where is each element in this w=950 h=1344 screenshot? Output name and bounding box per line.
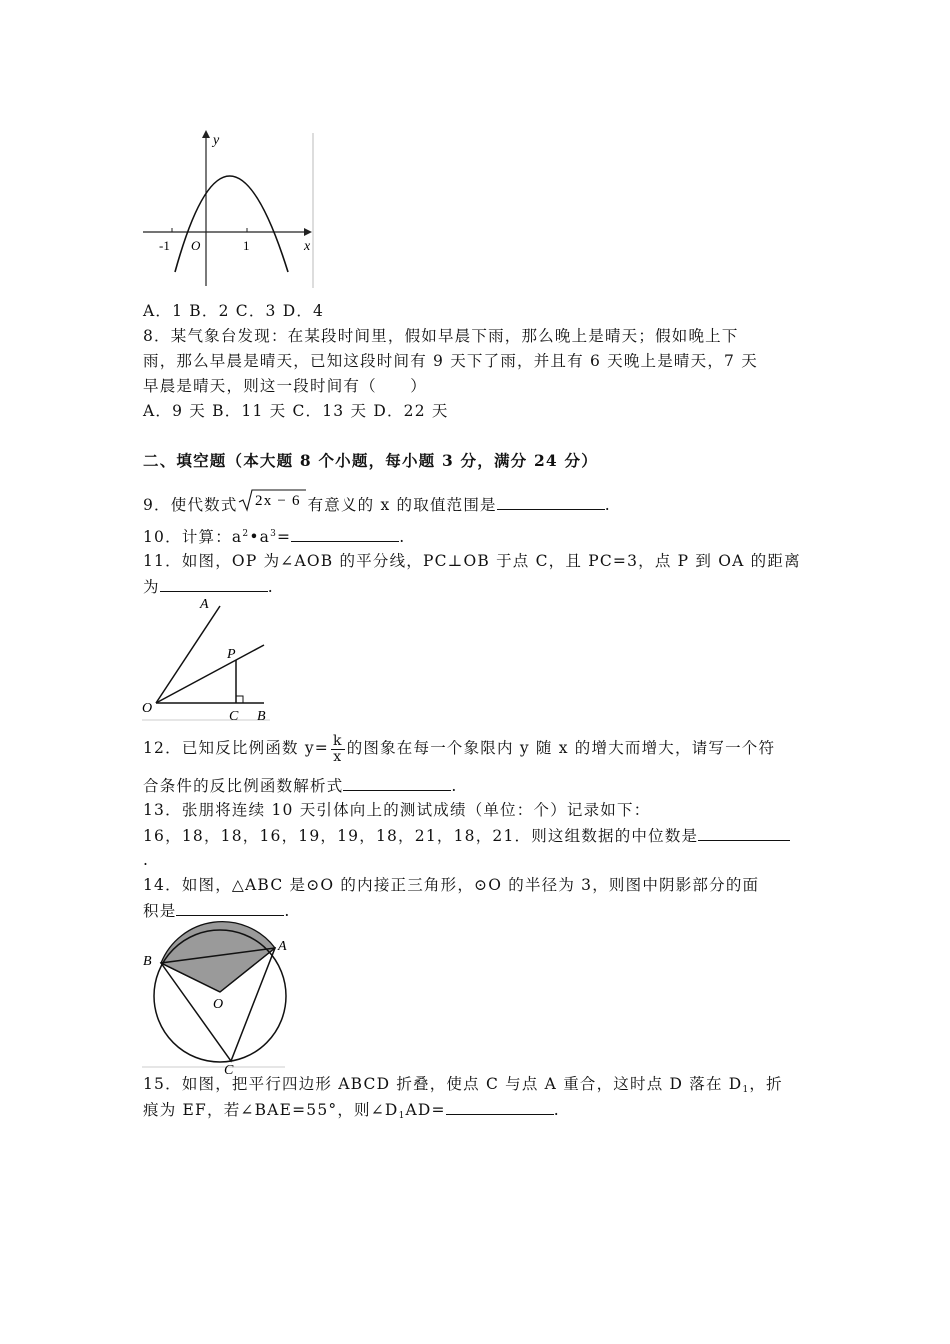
section2-title: 二、填空题（本大题 8 个小题，每小题 3 分，满分 24 分）: [143, 451, 598, 470]
q11-end: .: [267, 578, 274, 596]
q8-line2: 雨，那么早晨是晴天，已知这段时间有 9 天下了雨，并且有 6 天晚上是晴天，7 天: [143, 352, 758, 370]
label-o: O: [142, 701, 153, 716]
x-axis-label: x: [304, 239, 311, 254]
q9: [143, 488, 611, 515]
q9-prefix: 9．使代数式: [143, 496, 238, 514]
q13-line2: [143, 825, 790, 846]
q12-prefix: 12．已知反比例函数 y=: [143, 739, 329, 757]
q10-exp2: 3: [270, 529, 278, 539]
ray-op: [156, 645, 264, 703]
q12-frac-num: k: [333, 732, 343, 749]
label-b: B: [257, 709, 266, 724]
q14-end: .: [284, 902, 291, 920]
label-a: A: [278, 939, 287, 954]
q15-line1: [143, 1074, 783, 1094]
q11-line2-prefix: 为: [143, 578, 160, 596]
q10-mid: •a: [249, 528, 271, 546]
label-b: B: [143, 954, 152, 969]
q10-end: .: [399, 528, 406, 546]
angle-bisector-figure: [140, 592, 275, 724]
label-a: A: [200, 597, 209, 612]
q11-line1: 11．如图，OP 为∠AOB 的平分线，PC⊥OB 于点 C，且 PC=3，点 P 到 OA 的距离: [143, 552, 801, 570]
q15-line2-mid: AD=: [405, 1101, 446, 1119]
q11-answer-blank[interactable]: [160, 576, 268, 592]
x-axis-arrow: [304, 228, 312, 236]
label-p: P: [227, 647, 236, 662]
sqrt-expression: [238, 488, 308, 512]
q10: [143, 526, 405, 547]
y-axis-arrow: [202, 130, 210, 138]
q13-answer-blank[interactable]: [698, 825, 790, 841]
tick-1-label: 1: [243, 238, 250, 253]
q8-options: A．9 天 B．11 天 C．13 天 D．22 天: [143, 402, 449, 420]
q13-line1: 13．张朋将连续 10 天引体向上的测试成绩（单位：个）记录如下：: [143, 801, 651, 819]
q12-line1: [143, 733, 775, 765]
q10-answer-blank[interactable]: [291, 526, 399, 542]
label-c: C: [229, 709, 239, 724]
q15-end: .: [553, 1101, 560, 1119]
q14-line2-prefix: 积是: [143, 902, 177, 920]
q12-line2-prefix: 合条件的反比例函数解析式: [143, 777, 344, 795]
q14-answer-blank[interactable]: [176, 900, 284, 916]
q12-suffix: 的图象在每一个象限内 y 随 x 的增大而增大，请写一个符: [346, 739, 776, 757]
q10-prefix: 10．计算：a: [143, 528, 243, 546]
q10-exp1: 2: [242, 529, 250, 539]
right-angle-mark: [236, 696, 243, 703]
inscribed-triangle-figure: [140, 918, 300, 1074]
fraction-k-over-x: [331, 734, 345, 765]
q7-options: A．1 B．2 C．3 D．4: [143, 302, 325, 320]
y-axis-label: y: [213, 133, 220, 148]
q12-end: .: [451, 777, 458, 795]
q8-line3: 早晨是晴天，则这一段时间有（ ）: [143, 377, 427, 395]
q15-line1-sub: 1: [742, 1085, 750, 1095]
q9-answer-blank[interactable]: [497, 494, 605, 510]
q13-line2-prefix: 16，18，18，16，19，19，18，21，18，21．则这组数据的中位数是: [143, 827, 699, 845]
parabola-curve: [175, 176, 288, 272]
q13-line3: .: [143, 851, 150, 869]
label-o: O: [213, 997, 224, 1012]
q15-line2: [143, 1099, 560, 1120]
q12-answer-blank[interactable]: [343, 775, 451, 791]
parabola-graph: [140, 128, 320, 290]
q9-suffix: 有意义的 x 的取值范围是: [307, 496, 497, 514]
shaded-region: [161, 922, 275, 992]
q15-line1-suffix: ，折: [749, 1075, 783, 1093]
q12-frac-den: x: [333, 748, 343, 765]
q15-line1-prefix: 15．如图，把平行四边形 ABCD 折叠，使点 C 与点 A 重合，这时点 D 落在 D: [143, 1075, 743, 1093]
q15-line2-prefix: 痕为 EF，若∠BAE=55°，则∠D: [143, 1101, 399, 1119]
q15-line2-sub: 1: [398, 1111, 406, 1121]
q12-line2: [143, 775, 458, 796]
q14-line1: 14．如图，△ABC 是⊙O 的内接正三角形，⊙O 的半径为 3，则图中阴影部分的面: [143, 876, 760, 894]
origin-label: O: [191, 238, 201, 253]
label-c: C: [224, 1063, 234, 1074]
ray-oa: [156, 606, 220, 703]
q9-radicand: 2x − 6: [254, 493, 301, 509]
tick-neg1-label: -1: [159, 238, 170, 253]
q10-eq: =: [277, 528, 292, 546]
q8-line1: 8．某气象台发现：在某段时间里，假如早晨下雨，那么晚上是晴天；假如晚上下: [143, 327, 739, 345]
q9-end: .: [604, 496, 611, 514]
q15-answer-blank[interactable]: [446, 1099, 554, 1115]
